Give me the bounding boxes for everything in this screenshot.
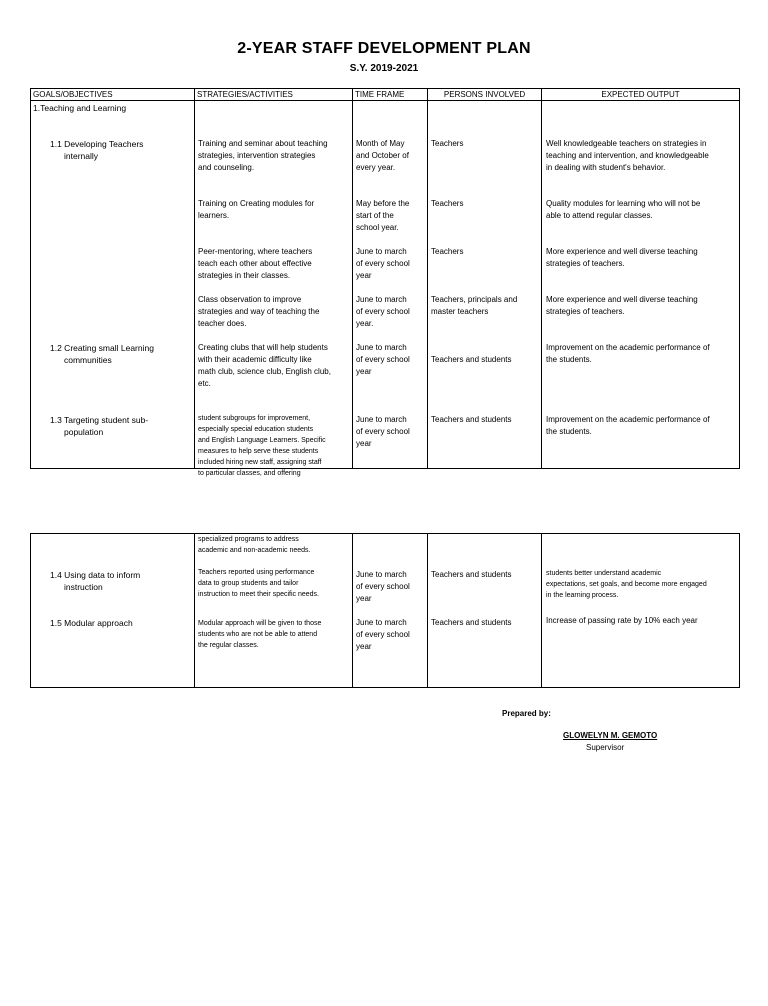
strategies-column bbox=[195, 101, 353, 477]
header-output: EXPECTED OUTPUT bbox=[542, 89, 740, 101]
text-line: Teachers reported using performance bbox=[198, 569, 315, 576]
text-line: Well knowledgeable teachers on strategies in bbox=[546, 139, 707, 148]
text-line: Teachers and students bbox=[431, 415, 512, 424]
strategy-8 bbox=[198, 618, 321, 651]
text-line: teaching and intervention, and knowledgeable bbox=[546, 151, 709, 160]
table-body-row bbox=[31, 534, 740, 688]
text-line: data to group students and tailor bbox=[198, 580, 299, 587]
text-line: strategies and way of teaching the bbox=[198, 307, 320, 316]
text-line: of every school bbox=[356, 630, 410, 639]
text-line: May before the bbox=[356, 199, 410, 208]
time-1 bbox=[356, 138, 409, 174]
time-8 bbox=[356, 617, 410, 653]
table-header-row bbox=[31, 89, 740, 101]
text-line: expectations, set goals, and become more engaged bbox=[546, 581, 707, 588]
goal-1-2-line2: communities bbox=[64, 355, 112, 365]
output-6 bbox=[546, 414, 710, 438]
text-line: students who are not be able to attend bbox=[198, 631, 318, 638]
output-4 bbox=[546, 294, 698, 318]
text-line: of every school bbox=[356, 307, 410, 316]
output-2 bbox=[546, 198, 700, 222]
text-line: instruction to meet their specific needs. bbox=[198, 591, 320, 598]
text-line: the students. bbox=[546, 355, 592, 364]
text-line: math club, science club, English club, bbox=[198, 367, 331, 376]
text-line: to particular classes, and offering bbox=[198, 470, 301, 477]
text-line: learners. bbox=[198, 211, 230, 220]
persons-6 bbox=[431, 414, 512, 426]
text-line: able to attend regular classes. bbox=[546, 211, 653, 220]
persons-column bbox=[428, 101, 542, 469]
persons-column bbox=[428, 534, 542, 688]
goal-1-4-line2: instruction bbox=[64, 582, 103, 592]
text-line: included hiring new staff, assigning staff bbox=[198, 459, 322, 466]
text-line: in dealing with student's behavior. bbox=[546, 163, 666, 172]
text-line: year bbox=[356, 271, 372, 280]
persons-3 bbox=[431, 246, 463, 258]
text-line: Quality modules for learning who will not be bbox=[546, 199, 701, 208]
strategy-continued bbox=[198, 534, 310, 556]
output-5 bbox=[546, 342, 710, 366]
text-line: year bbox=[356, 439, 372, 448]
goal-1-1-line1: 1.1 Developing Teachers bbox=[50, 139, 144, 149]
text-line: measures to help serve these students bbox=[198, 448, 319, 455]
text-line: June to march bbox=[356, 343, 407, 352]
header-time-frame: TIME FRAME bbox=[353, 89, 428, 101]
text-line: teacher does. bbox=[198, 319, 247, 328]
strategy-2 bbox=[198, 198, 314, 222]
text-line: students better understand academic bbox=[546, 570, 662, 577]
output-1 bbox=[546, 138, 709, 174]
text-line: year bbox=[356, 642, 372, 651]
school-year: S.Y. 2019-2021 bbox=[349, 63, 419, 74]
strategy-4 bbox=[198, 294, 319, 330]
text-line: especially special education students bbox=[198, 426, 314, 433]
text-line: and October of bbox=[356, 151, 409, 160]
strategies-column bbox=[195, 534, 353, 688]
goal-1-2-line1: 1.2 Creating small Learning bbox=[50, 343, 154, 353]
text-line: specialized programs to address bbox=[198, 536, 299, 543]
text-line: of every school bbox=[356, 259, 410, 268]
text-line: More experience and well diverse teaching bbox=[546, 295, 698, 304]
text-line: in the learning process. bbox=[546, 592, 619, 599]
goals-column bbox=[31, 534, 195, 688]
text-line: June to march bbox=[356, 618, 407, 627]
plan-table-1 bbox=[30, 88, 740, 477]
text-line: Month of May bbox=[356, 139, 405, 148]
text-line: Teachers, principals and bbox=[431, 295, 518, 304]
output-8: Increase of passing rate by 10% each year bbox=[546, 616, 698, 625]
text-line: June to march bbox=[356, 415, 407, 424]
time-3 bbox=[356, 246, 410, 282]
text-line: Improvement on the academic performance of bbox=[546, 343, 710, 352]
output-column bbox=[542, 534, 740, 688]
persons-1 bbox=[431, 138, 463, 150]
text-line: academic and non-academic needs. bbox=[198, 547, 311, 554]
time-6 bbox=[356, 414, 410, 450]
text-line: of every school bbox=[356, 582, 410, 591]
text-line: Teachers bbox=[431, 199, 464, 208]
strategy-6 bbox=[198, 413, 326, 479]
text-line: strategies, intervention strategies bbox=[198, 151, 316, 160]
time-7 bbox=[356, 569, 410, 605]
goals-column bbox=[31, 101, 195, 469]
text-line: school year. bbox=[356, 223, 399, 232]
output-3 bbox=[546, 246, 698, 270]
time-5 bbox=[356, 342, 410, 378]
text-line: Improvement on the academic performance of bbox=[546, 415, 710, 424]
strategy-5 bbox=[198, 342, 331, 390]
text-line: the regular classes. bbox=[198, 642, 259, 649]
time-2 bbox=[356, 198, 409, 234]
text-line: Teachers bbox=[431, 139, 464, 148]
persons-7: Teachers and students bbox=[431, 570, 512, 579]
time-4 bbox=[356, 294, 410, 330]
text-line: strategies of teachers. bbox=[546, 259, 625, 268]
text-line: the students. bbox=[546, 427, 592, 436]
text-line: of every school bbox=[356, 355, 410, 364]
header-goals: GOALS/OBJECTIVES bbox=[31, 89, 195, 101]
persons-5 bbox=[431, 354, 512, 366]
text-line: Creating clubs that will help students bbox=[198, 343, 328, 352]
text-line: Training on Creating modules for bbox=[198, 199, 315, 208]
goal-1-3-line1: 1.3 Targeting student sub- bbox=[50, 415, 149, 425]
text-line: of every school bbox=[356, 427, 410, 436]
output-column bbox=[542, 101, 740, 469]
strategy-1 bbox=[198, 138, 328, 174]
text-line: every year. bbox=[356, 163, 396, 172]
persons-8: Teachers and students bbox=[431, 618, 512, 627]
text-line: and English Language Learners. Specific bbox=[198, 437, 326, 444]
text-line: with their academic difficulty like bbox=[198, 355, 312, 364]
text-line: June to march bbox=[356, 570, 407, 579]
text-line: year. bbox=[356, 319, 374, 328]
time-frame-column bbox=[353, 101, 428, 469]
table-body-row bbox=[31, 101, 740, 469]
text-line: Class observation to improve bbox=[198, 295, 302, 304]
text-line: Teachers bbox=[431, 247, 464, 256]
text-line: strategies of teachers. bbox=[546, 307, 625, 316]
text-line: teach each other about effective bbox=[198, 259, 312, 268]
text-line: year bbox=[356, 367, 372, 376]
text-line: year bbox=[356, 594, 372, 603]
text-line: student subgroups for improvement, bbox=[198, 415, 311, 422]
text-line: master teachers bbox=[431, 307, 489, 316]
text-line: Training and seminar about teaching bbox=[198, 139, 328, 148]
goal-1-3-line2: population bbox=[64, 427, 104, 437]
output-7 bbox=[546, 568, 707, 601]
text-line: Teachers and students bbox=[431, 355, 512, 364]
plan-table-2 bbox=[30, 533, 740, 688]
text-line: Modular approach will be given to those bbox=[198, 620, 322, 627]
signatory-position: Supervisor bbox=[586, 743, 625, 752]
strategy-3 bbox=[198, 246, 312, 282]
text-line: June to march bbox=[356, 295, 407, 304]
text-line: Peer-mentoring, where teachers bbox=[198, 247, 313, 256]
text-line: strategies in their classes. bbox=[198, 271, 291, 280]
header-persons: PERSONS INVOLVED bbox=[428, 89, 542, 101]
signatory-name: GLOWELYN M. GEMOTO bbox=[563, 731, 658, 740]
goal-1-5: 1.5 Modular approach bbox=[50, 618, 133, 628]
header-strategies: STRATEGIES/ACTIVITIES bbox=[195, 89, 353, 101]
section-heading: 1.Teaching and Learning bbox=[33, 103, 127, 113]
text-line: etc. bbox=[198, 379, 211, 388]
persons-2 bbox=[431, 198, 463, 210]
goal-1-4-line1: 1.4 Using data to inform bbox=[50, 570, 141, 580]
text-line: More experience and well diverse teaching bbox=[546, 247, 698, 256]
persons-4 bbox=[431, 294, 517, 318]
text-line: and counseling. bbox=[198, 163, 255, 172]
goal-1-1-line2: internally bbox=[64, 151, 99, 161]
prepared-by-label: Prepared by: bbox=[502, 709, 551, 718]
text-line: start of the bbox=[356, 211, 394, 220]
time-frame-column bbox=[353, 534, 428, 688]
document-title: 2-YEAR STAFF DEVELOPMENT PLAN bbox=[237, 40, 531, 57]
strategy-7 bbox=[198, 567, 319, 600]
text-line: June to march bbox=[356, 247, 407, 256]
